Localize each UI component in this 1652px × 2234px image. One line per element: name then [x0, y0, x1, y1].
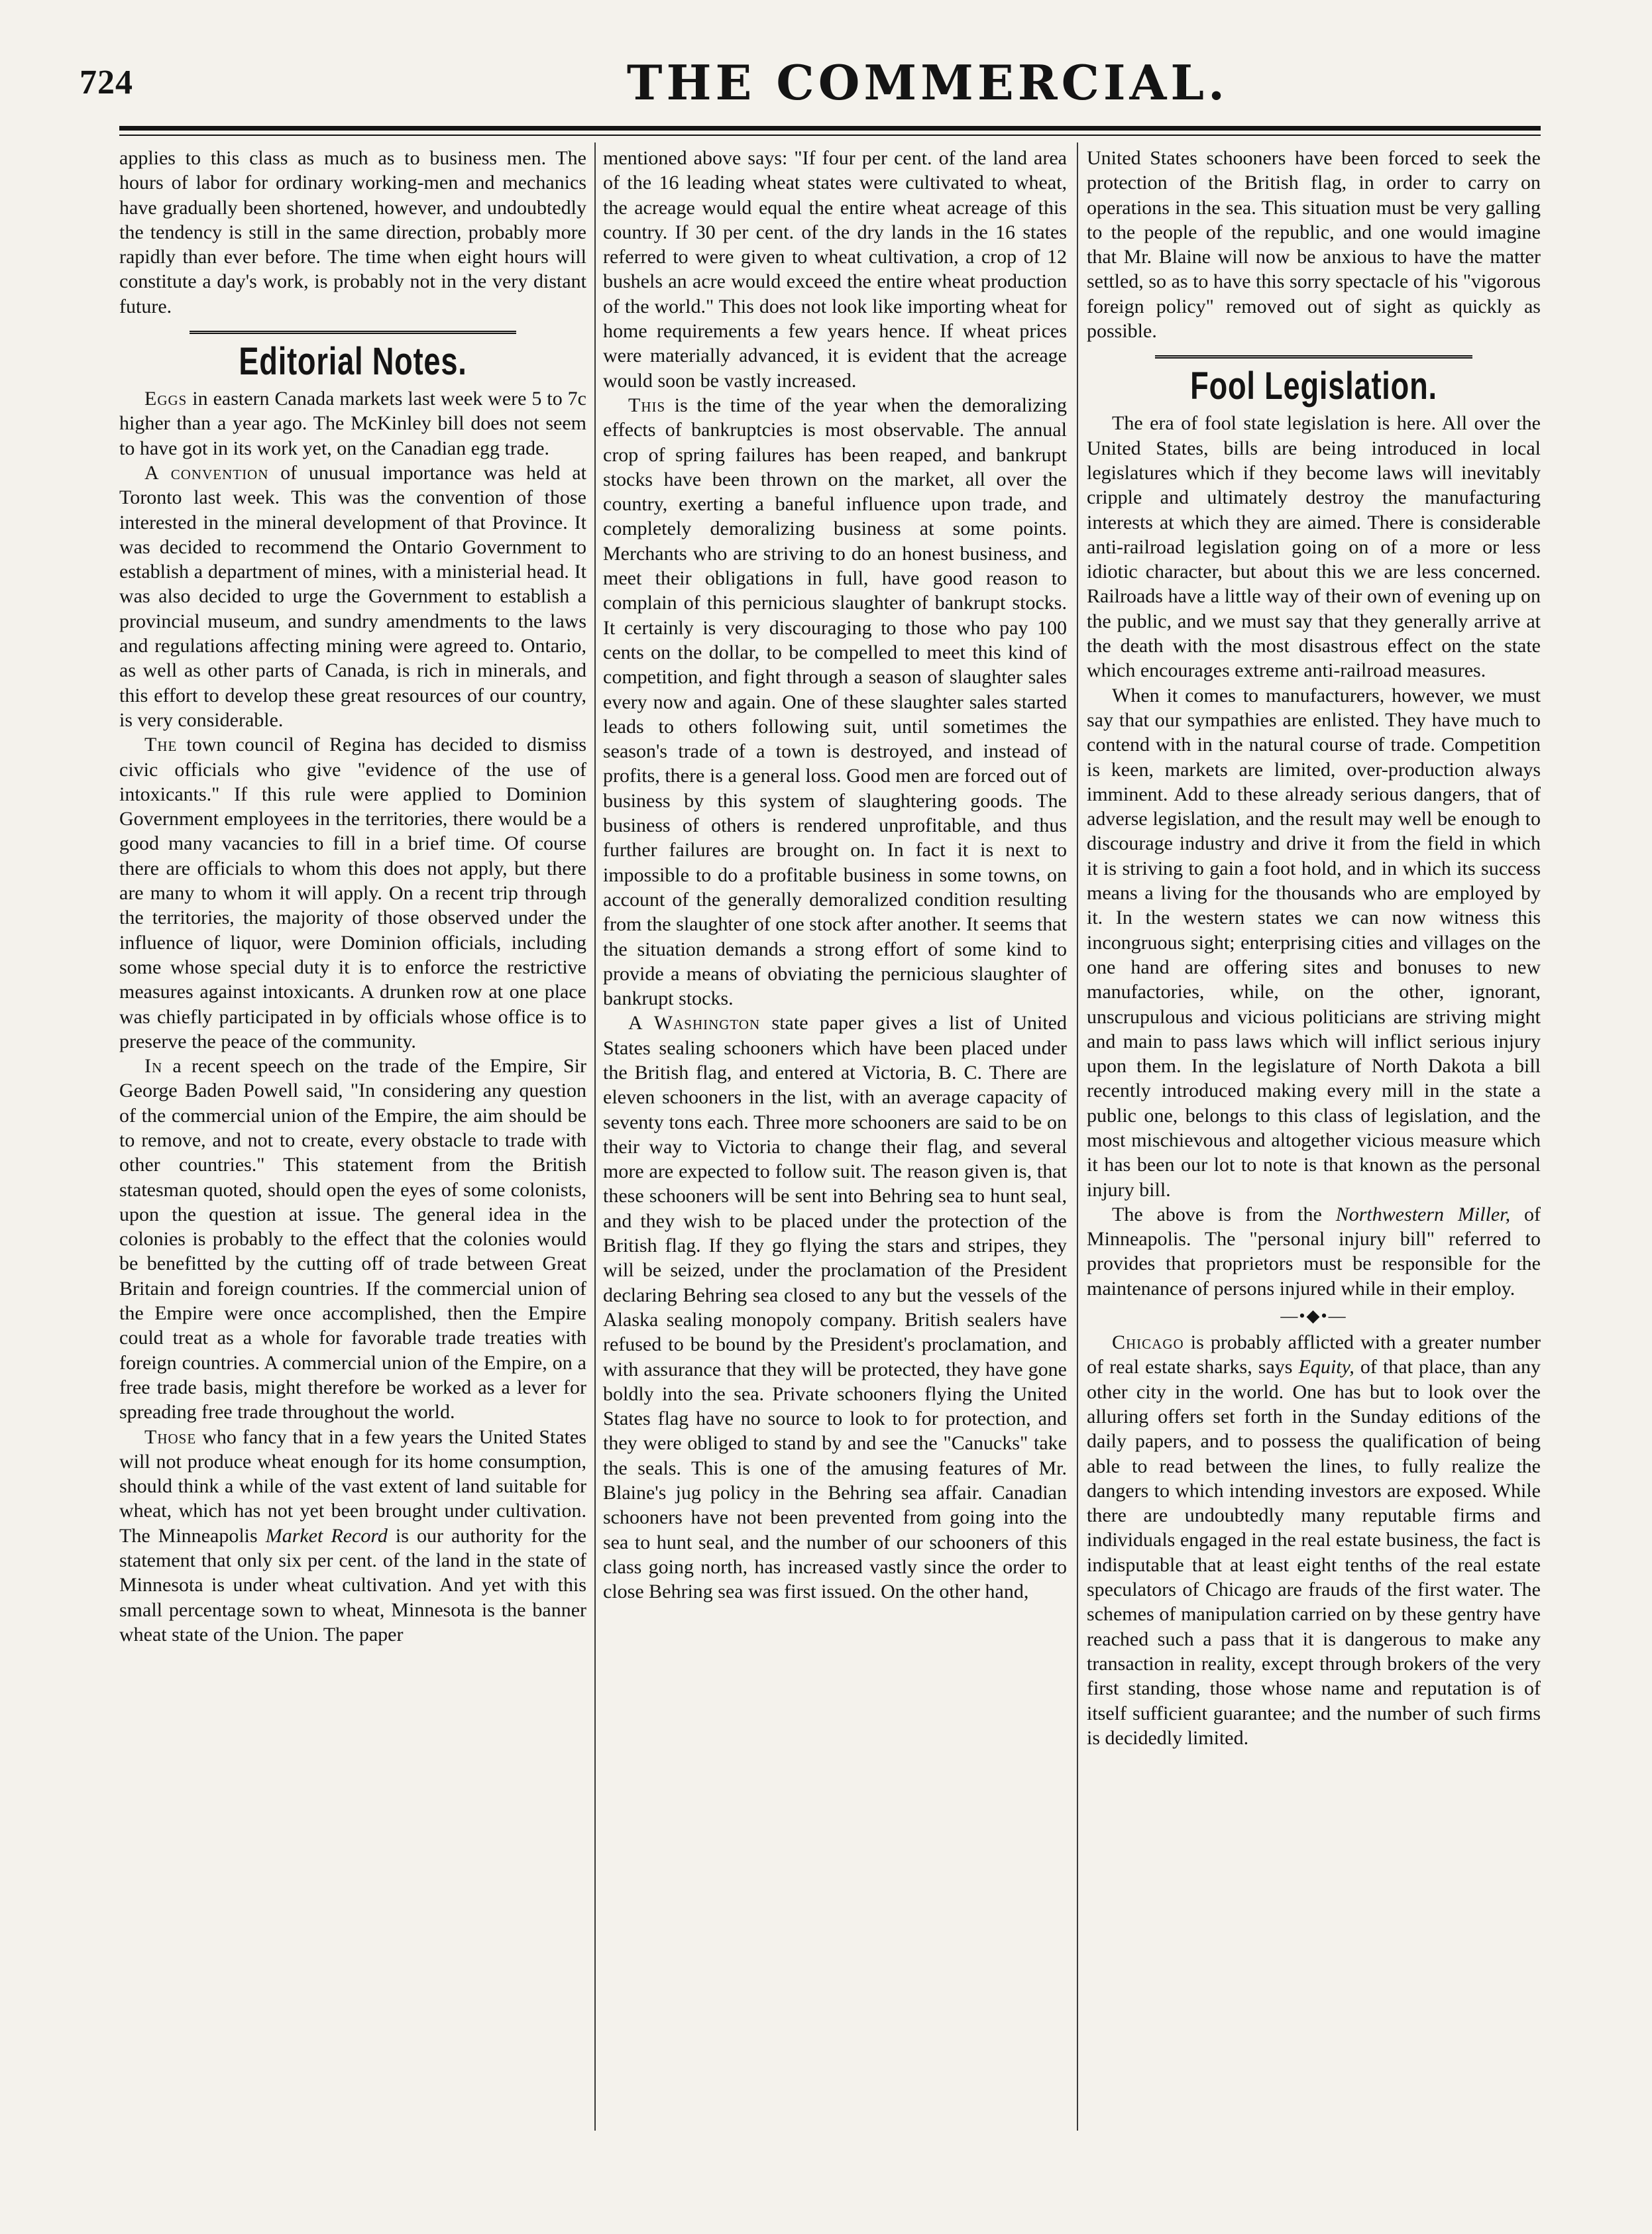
- page-number: 724: [80, 64, 133, 101]
- paragraph-body: state paper gives a list of United States sealing schooners which have been placed under the British flag, and entered at Victoria, B. C. There are eleven schooners in the list, with an average capacity of seventy tons each. Three more schooners are said to be on their way to Victoria to change their flag, and several more are expected to follow suit. The reason given is, that these schooners will be sent into Behring sea to hunt seal, and they wish to be placed under the protection of the British flag. If they go flying the stars and stripes, they will be seized, under the proclamation of the President declaring Behring sea closed to any but the vessels of the Alaska sealing monopoly company. British sealers have refused to be bound by the President's proclamation, and with assurance that they will be protected, they have gone boldly into the sea. Private schooners flying the United States flag have no source to look to for protection, and they were obliged to stand by and see the "Canucks" take the seals. This is one of the amusing features of Mr. Blaine's jug policy in the Behring sea affair. Canadian schooners have not been prevented from going into the sea to hunt seal, and the number of our schooners of this class going north, has increased vastly since the order to close Behring sea was first issued. On the other hand,: [603, 1012, 1067, 1603]
- ornamental-divider: —•◆•—: [1280, 1306, 1347, 1326]
- section-heading-editorial-notes: Editorial Notes.: [239, 340, 467, 384]
- article-paragraph: [603, 393, 1067, 1011]
- article-paragraph: [119, 732, 586, 1054]
- lead-word: Chicago: [1112, 1331, 1184, 1354]
- column-3: [1087, 146, 1541, 2174]
- masthead-title: THE COMMERCIAL.: [626, 54, 1229, 111]
- section-heading-fool-legislation: Fool Legislation.: [1190, 364, 1437, 408]
- paragraph-body: in eastern Canada markets last week were 5 to 7c higher than a year ago. The McKinley bill does not seem to have got in its work yet, on the Canadian egg trade.: [119, 388, 586, 459]
- paragraph-body: is probably afflicted with a greater number of real estate sharks, says: [1087, 1331, 1541, 1378]
- section-rule: [190, 331, 517, 336]
- lead-word: A convention: [144, 461, 269, 484]
- column-divider: [594, 142, 596, 2131]
- article-paragraph: [119, 461, 586, 732]
- article-paragraph: [1087, 1330, 1541, 1750]
- paragraph-body: is our authority for the statement that only six per cent. of the land in the state of Minnesota is under wheat cultivation. And yet with this small percentage sown to wheat, Minnesota is the banner wheat state of the Union. The paper: [119, 1524, 586, 1646]
- article-paragraph: [1087, 1202, 1541, 1301]
- lead-word: The: [144, 734, 178, 756]
- paragraph-body: is the time of the year when the demoralizing effects of bankruptcies is most observable. The annual crop of spring failures has been reaped, and bankrupt stocks have been thrown on the market, all over the country, exerting a baneful influence upon trade, and completely demoralizing business at some points. Merchants who are striving to do an honest business, and meet their obligations in full, have good reason to complain of this pernicious slaughter of bankrupt stocks. It certainly is very discouraging to those who pay 100 cents on the dollar, to be compelled to meet this kind of competition, and fight through a season of slaughter sales every now and again. One of these slaughter sales started leads to others following suit, until sometimes the season's trade of a town is destroyed, and instead of profits, there is a general loss. Good men are forced out of business by this system of slaughtering goods. The business of others is rendered unprofitable, and thus further failures are brought on. In fact it is next to impossible to do a profitable business in some towns, on account of the generally demoralized condition resulting from the slaughter of one stock after another. It seems that the situation demands a strong effort of some kind to provide a means of obviating the pernicious slaughter of bankrupt stocks.: [603, 394, 1067, 1010]
- masthead-rule-thin: [119, 135, 1541, 136]
- lead-word: Eggs: [144, 388, 188, 410]
- lead-word: This: [628, 394, 666, 416]
- paragraph-body: of that place, than any other city in the world. One has but to look over the alluring offers set forth in the Sunday editions of the daily papers, and to possess the qualification of being able to read between the lines, to fully realize the dangers to which intending investors are exposed. While there are undoubtedly many reputable firms and individuals engaged in the real estate business, the fact is indisputable that at least eight tenths of the real estate speculators of Chicago are frauds of the first water. The schemes of manipulation carried on by these gentry have reached such a pass that it is dangerous to make any transaction in reality, except through brokers of the very first standing, those whose name and reputation is of itself sufficient guarantee; and the number of such firms is decidedly limited.: [1087, 1356, 1541, 1749]
- lead-word: Those: [144, 1425, 197, 1448]
- article-paragraph: [603, 1011, 1067, 1604]
- paragraph-body: a recent speech on the trade of the Empire, Sir George Baden Powell said, "In considering any question of the commercial union of the Empire, the aim should be to remove, and not to create, every obstacle to trade with other countries." This statement from the British statesman quoted, should open the eyes of some colonists, upon the question at issue. The general idea in the colonies is probably to the effect that the colonies would be benefitted by the cutting off of trade between Great Britain and foreign countries. If the commercial union of the Empire were once accomplished, then the Empire could treat as a whole for favorable trade treaties with foreign countries. A commercial union of the Empire, on a free trade basis, might therefore be worked as a lever for spreading free trade throughout the world.: [119, 1055, 586, 1424]
- paragraph-body: of unusual importance was held at Toronto last week. This was the convention of those interested in the mineral development of that Province. It was decided to recommend the Ontario Government to establish a department of mines, with a ministerial head. It was also decided to urge the Government to establish a provincial museum, and sundry amendments to the laws and regulations affecting mining were agreed to. Ontario, as well as other parts of Canada, is rich in minerals, and this effort to develop these great resources of our country, is very considerable.: [119, 461, 586, 731]
- publication-name: Northwestern Miller,: [1335, 1203, 1511, 1225]
- paragraph-body: of Minneapolis. The "personal injury bill" referred to provides that proprietors must be responsible for the maintenance of persons injured while in their employ.: [1087, 1203, 1541, 1300]
- continued-paragraph: mentioned above says: "If four per cent. of the land area of the 16 leading wheat states were cultivated to wheat, the acreage would equal the entire wheat acreage of this country. If 30 per cent. of the dry lands in the 16 states referred to were given to wheat cultivation, a crop of 12 bushels an acre would exceed the entire wheat production of the world." This does not look like importing wheat for home requirements a few years hence. If wheat prices were materially advanced, it is evident that the acreage would soon be vastly increased.: [603, 147, 1067, 392]
- lead-word: A Washington: [628, 1012, 761, 1034]
- paragraph-body: town council of Regina has decided to dismiss civic officials who give "evidence of the use of intoxicants." If this rule were applied to Dominion Government employees in the territories, there would be a good many vacancies to fill in a brief time. Of course there are officials to whom this does not apply, but there are many to whom it will apply. On a recent trip through the territories, the majority of those observed under the influence of liquor, were Dominion officials, including some whose special duty it is to enforce the restrictive measures against intoxicants. A drunken row at one place was chiefly participated in by officials whose office is to preserve the peace of the community.: [119, 734, 586, 1052]
- column-2: [603, 146, 1067, 2174]
- lead-word: In: [144, 1055, 163, 1078]
- continued-paragraph: applies to this class as much as to business men. The hours of labor for ordinary working-men and mechanics have gradually been shortened, however, and undoubtedly the tendency is still in the same direction, probably more rapidly than ever before. The time when eight hours will constitute a day's work, is probably not in the very distant future.: [119, 147, 586, 317]
- paragraph-body: The above is from the: [1112, 1203, 1336, 1225]
- article-paragraph: [119, 1054, 586, 1424]
- publication-name: Market Record: [265, 1524, 388, 1547]
- article-paragraph: [119, 1425, 586, 1648]
- article-paragraph: The era of fool state legislation is here. All over the United States, bills are being introduced in local legislatures which if they become laws will inevitably cripple and ultimately destroy the manufacturing interests at which they are aimed. There is considerable anti-railroad legislation going on of a more or less idiotic character, but about this we are less concerned. Railroads have a little way of their own of evening up on the public, and we must say that they generally arrive at the death with the most disastrous effect on the state which encourages extreme anti-railroad measures.: [1087, 412, 1541, 682]
- publication-name: Equity,: [1298, 1356, 1354, 1378]
- column-1: [119, 146, 586, 2174]
- masthead-rule: [119, 126, 1541, 131]
- column-divider: [1077, 142, 1078, 2131]
- article-paragraph: When it comes to manufacturers, however, we must say that our sympathies are enlisted. They have much to contend with in the natural course of trade. Competition is keen, markets are limited, over-production always imminent. Add to these already serious dangers, that of adverse legislation, and the result may well be enough to discourage industry and drive it from the field in which it is striving to gain a foot hold, and in which its success means a living for the thousands who are employed by it. In the western states we can now witness this incongruous sight; enterprising cities and villages on the one hand are offering sites and bonuses to new manufactories, while, on the other, ignorant, unscrupulous and vicious politicians are striving might and main to pass laws which will inflict serious injury upon them. In the legislature of North Dakota a bill recently introduced making every mill in the state a public one, belongs to this class of legislation, and the most mischievous and altogether vicious measure which it has been our lot to note is that known as the personal injury bill.: [1087, 684, 1541, 1201]
- section-rule: [1155, 355, 1473, 361]
- paragraph-body: who fancy that in a few years the United States will not produce wheat enough for its home consumption, should think a while of the vast extent of land suitable for wheat, which has not yet been brought under cultivation. The Minneapolis: [119, 1425, 586, 1547]
- article-paragraph: [119, 386, 586, 461]
- continued-paragraph: United States schooners have been forced to seek the protection of the British flag, in order to carry on operations in the sea. This situation must be very galling to the people of the republic, and one would imagine that Mr. Blaine will now be anxious to have the matter settled, so as to have this sorry spectacle of his "vigorous foreign policy" removed out of sight as quickly as possible.: [1087, 147, 1541, 343]
